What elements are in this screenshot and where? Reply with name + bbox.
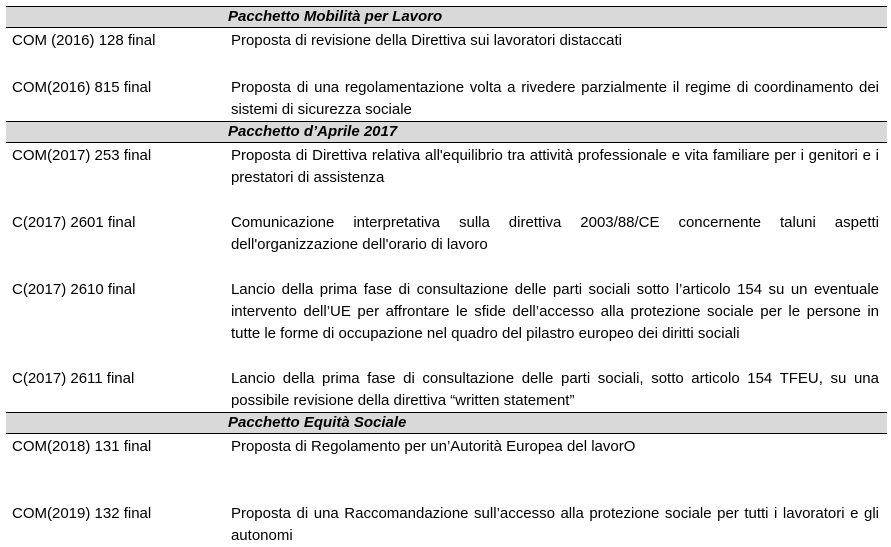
document-reference: COM(2017) 253 final <box>12 147 152 164</box>
table-row <box>6 277 887 366</box>
document-description: Lancio della prima fase di consultazione delle parti sociali sotto l’articolo 154 su un eventuale intervento dell’UE per affrontare le sfide dell’accesso alla protezione sociale per le persone in tutte le forme di occupazione nel quadro del pilastro europeo dei diritti sociali <box>230 281 879 342</box>
document-reference: C(2017) 2610 final <box>12 281 136 298</box>
document-reference: COM(2018) 131 final <box>12 438 152 455</box>
document-description: Proposta di revisione della Direttiva sui lavoratori distaccati <box>230 32 622 49</box>
document-description: Proposta di Direttiva relativa all'equilibrio tra attività professionale e vita familiare per i genitori e i prestatori di assistenza <box>230 147 879 186</box>
document-description: Comunicazione interpretativa sulla direttiva 2003/88/CE concernente taluni aspetti dell'organizzazione dell'orario di lavoro <box>230 214 879 253</box>
section-title: Pacchetto d’Aprile 2017 <box>225 122 887 143</box>
document-description: Proposta di una Raccomandazione sull’accesso alla protezione sociale per tutti i lavoratori e gli autonomi <box>230 505 879 544</box>
table-row <box>6 434 887 502</box>
document-reference: C(2017) 2601 final <box>12 214 136 231</box>
document-description: Proposta di una regolamentazione volta a rivedere parzialmente il regime di coordinamento dei sistemi di sicurezza sociale <box>225 75 887 122</box>
table-row <box>6 28 887 76</box>
document-reference: COM(2019) 132 final <box>12 505 152 522</box>
table-row <box>6 143 887 211</box>
section-title: Pacchetto Mobilità per Lavoro <box>225 7 887 28</box>
table-row <box>6 501 887 547</box>
document-description: Proposta di Regolamento per un’Autorità Europea del lavorO <box>230 438 636 455</box>
section-header <box>6 413 887 434</box>
table-row <box>6 75 887 122</box>
document-reference: COM(2016) 815 final <box>6 75 225 122</box>
table-row <box>6 210 887 277</box>
section-header <box>6 122 887 143</box>
section-title: Pacchetto Equità Sociale <box>225 413 887 434</box>
document-reference: C(2017) 2611 final <box>6 366 225 413</box>
document-description: Lancio della prima fase di consultazione delle parti sociali, sotto articolo 154 TFEU, su una possibile revisione della direttiva “written statement” <box>225 366 887 413</box>
table-row <box>6 366 887 413</box>
policy-table <box>6 6 887 547</box>
document-reference: COM (2016) 128 final <box>12 32 156 49</box>
section-header <box>6 7 887 28</box>
